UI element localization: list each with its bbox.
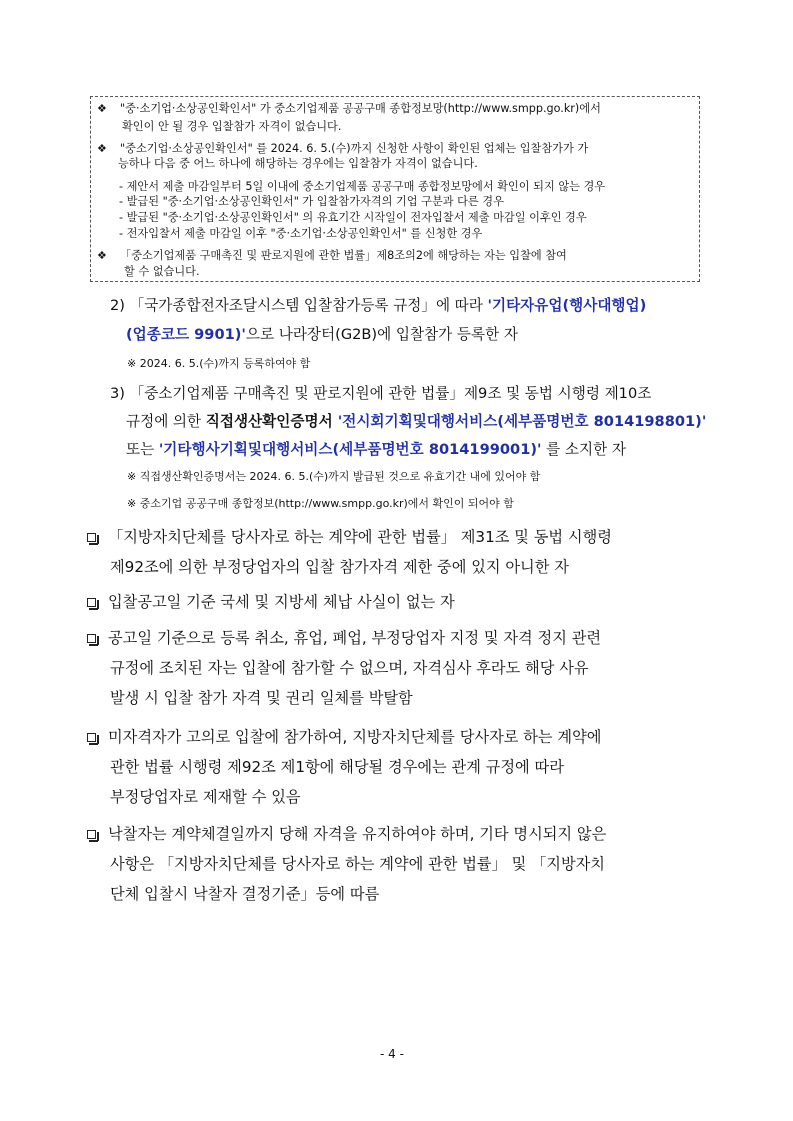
- note-3-line-1: 「중소기업제품 구매촉진 및 판로지원에 관한 법률」제8조의2에 해당하는 자는 입찰에 참여: [120, 249, 567, 262]
- item-3-line-2: [126, 412, 706, 432]
- checkbox-icon: [87, 634, 96, 643]
- bullet-4-line-2: 관한 법률 시행령 제92조 제1항에 해당될 경우에는 관계 규정에 따라: [110, 758, 564, 776]
- bullet-2-line-1: 입찰공고일 기준 국세 및 지방세 체납 사실이 없는 자: [108, 593, 455, 611]
- bullet-3-line-1: 공고일 기준으로 등록 취소, 휴업, 폐업, 부정당업자 지정 및 자격 정지 관련: [108, 629, 602, 647]
- note-2-detail-4: - 전자입찰서 제출 마감일 이후 "중·소기업·소상공인확인서" 를 신청한 경우: [119, 227, 483, 240]
- diamond-bullet-icon: ❖: [97, 102, 107, 115]
- item-3-end: 를 소지한 자: [541, 441, 626, 458]
- bullet-4-line-1: 미자격자가 고의로 입찰에 참가하여, 지방자치단체를 당사자로 하는 계약에: [108, 728, 602, 746]
- item-3-note-1: ※ 직접생산확인증명서는 2024. 6. 5.(수)까지 발급된 것으로 유효기간 내에 있어야 함: [127, 470, 541, 483]
- item-2-text-2: 으로 나라장터(G2B)에 입찰참가 등록한 자: [245, 326, 518, 343]
- page-number: - 4 -: [380, 1047, 404, 1061]
- diamond-bullet-icon: ❖: [97, 249, 107, 262]
- bullet-1-line-2: 제92조에 의한 부정당업자의 입찰 참가자격 제한 중에 있지 아니한 자: [110, 558, 569, 576]
- note-2-detail-3: - 발급된 "중·소기업·소상공인확인서" 의 유효기간 시작일이 전자입찰서 제출 마감일 이후인 경우: [119, 211, 587, 224]
- item-3-text: 규정에 의한: [126, 413, 206, 430]
- item-3-line-1: 3) 「중소기업제품 구매촉진 및 판로지원에 관한 법률」제9조 및 동법 시행령 제10조: [110, 385, 652, 402]
- item-3-product-2: '기타행사기획및대행서비스(세부품명번호 8014199001)': [158, 441, 542, 458]
- note-3-line-2: 할 수 없습니다.: [124, 265, 200, 278]
- bullet-5-line-3: 단체 입찰시 낙찰자 결정기준」등에 따름: [110, 885, 380, 903]
- bullet-4-line-3: 부정당업자로 제재할 수 있음: [110, 788, 301, 806]
- note-2-detail-1: - 제안서 제출 마감일부터 5일 이내에 중소기업제품 공공구매 종합정보망에서 확인이 되지 않는 경우: [119, 180, 606, 193]
- note-2-line-1: "중소기업·소상공인확인서" 를 2024. 6. 5.(수)까지 신청한 사항이 확인된 업체는 입찰참가가 가: [120, 142, 589, 155]
- item-3-product-1: '전시회기획및대행서비스(세부품명번호 8014198801)': [332, 413, 707, 430]
- checkbox-icon: [87, 733, 96, 742]
- bullet-3-line-3: 발생 시 입찰 참가 자격 및 권리 일체를 박탈함: [110, 689, 413, 707]
- bullet-5-line-2: 사항은 「지방자치단체를 당사자로 하는 계약에 관한 법률」 및 「지방자치: [110, 855, 605, 873]
- note-1-line-1: "중·소기업·소상공인확인서" 가 중소기업제품 공공구매 종합정보망(http://www.smpp.go.kr)에서: [120, 102, 601, 115]
- item-3-note-2: ※ 중소기업 공공구매 종합정보(http://www.smpp.go.kr)에서 확인이 되어야 함: [127, 497, 514, 510]
- bullet-1-line-1: 「지방자치단체를 당사자로 하는 계약에 관한 법률」 제31조 및 동법 시행령: [108, 528, 612, 546]
- checkbox-icon: [87, 598, 96, 607]
- note-2-detail-2: - 발급된 "중·소기업·소상공인확인서" 가 입찰참가자격의 기업 구분과 다른 경우: [119, 195, 504, 208]
- item-2-note: ※ 2024. 6. 5.(수)까지 등록하여야 함: [127, 357, 311, 370]
- bullet-3-line-2: 규정에 조치된 자는 입찰에 참가할 수 없으며, 자격심사 후라도 해당 사유: [110, 659, 589, 677]
- checkbox-icon: [87, 830, 96, 839]
- item-3-line-3: [126, 440, 626, 460]
- item-2-line-1: [110, 296, 646, 316]
- item-3-certificate: 직접생산확인증명서: [205, 413, 333, 430]
- item-2-text: 2) 「국가종합전자조달시스템 입찰참가등록 규정」에 따라: [110, 297, 488, 314]
- note-1-line-2: 확인이 안 될 경우 입찰참가 자격이 없습니다.: [122, 120, 342, 133]
- note-2-line-2: 능하나 다음 중 어느 하나에 해당하는 경우에는 입찰참가 자격이 없습니다.: [118, 157, 478, 170]
- bullet-5-line-1: 낙찰자는 계약체결일까지 당해 자격을 유지하여야 하며, 기타 명시되지 않은: [108, 825, 607, 843]
- item-3-or: 또는: [126, 441, 159, 458]
- checkbox-icon: [87, 533, 96, 542]
- item-2-code: (업종코드 9901)': [126, 326, 246, 343]
- item-2-industry: '기타자유업(행사대행업): [487, 297, 647, 314]
- item-2-line-2: [126, 325, 518, 345]
- diamond-bullet-icon: ❖: [97, 142, 107, 155]
